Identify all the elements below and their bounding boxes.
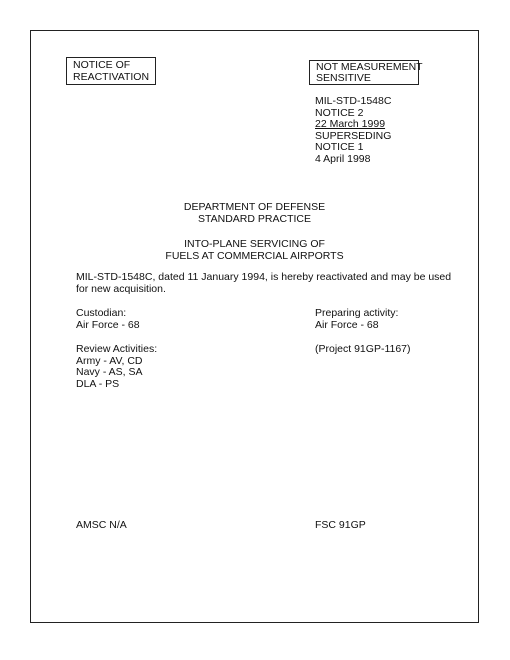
- notice-number: NOTICE 2: [315, 106, 364, 119]
- reactivation-notice-line-2: REACTIVATION: [73, 70, 150, 83]
- preparing-activity-value: Air Force - 68: [315, 318, 379, 331]
- measurement-notice-line-2: SENSITIVE: [316, 72, 371, 84]
- document-number: MIL-STD-1548C: [315, 95, 392, 107]
- custodian-label: Custodian:: [76, 307, 127, 319]
- measurement-notice-line-1: NOT MEASUREMENT: [316, 61, 423, 73]
- reactivation-statement: MIL-STD-1548C, dated 11 January 1994, is hereby reactivated and may be used for new acquisition.: [76, 271, 452, 295]
- superseded-date: 4 April 1998: [315, 152, 371, 165]
- preparing-activity-label: Preparing activity:: [315, 307, 399, 319]
- title-line-1: INTO-PLANE SERVICING OF: [184, 238, 325, 250]
- review-activities-label: Review Activities:: [76, 343, 158, 355]
- document-title: [30, 239, 479, 262]
- project-number: (Project 91GP-1167): [315, 343, 411, 355]
- review-activities-block: [76, 344, 157, 390]
- review-activity-item: Army - AV, CD: [76, 354, 143, 367]
- notice-date: 22 March 1999: [315, 118, 386, 131]
- reactivation-notice-line-1: NOTICE OF: [73, 59, 131, 71]
- reactivation-notice-box: [66, 57, 156, 85]
- measurement-notice-box: [309, 60, 423, 85]
- department-heading: [30, 202, 479, 225]
- superseded-notice: NOTICE 1: [315, 141, 364, 154]
- amsc-code: AMSC N/A: [76, 519, 127, 531]
- review-activity-item: DLA - PS: [76, 377, 120, 390]
- practice-type: STANDARD PRACTICE: [198, 212, 311, 225]
- preparing-activity-block: [315, 308, 398, 331]
- document-id-block: [315, 96, 391, 166]
- fsc-code: FSC 91GP: [315, 519, 366, 531]
- custodian-block: [76, 308, 140, 331]
- review-activity-item: Navy - AS, SA: [76, 366, 143, 379]
- superseding-label: SUPERSEDING: [315, 129, 392, 142]
- title-line-2: FUELS AT COMMERCIAL AIRPORTS: [165, 249, 344, 262]
- custodian-value: Air Force - 68: [76, 318, 140, 331]
- department-name: DEPARTMENT OF DEFENSE: [183, 201, 326, 213]
